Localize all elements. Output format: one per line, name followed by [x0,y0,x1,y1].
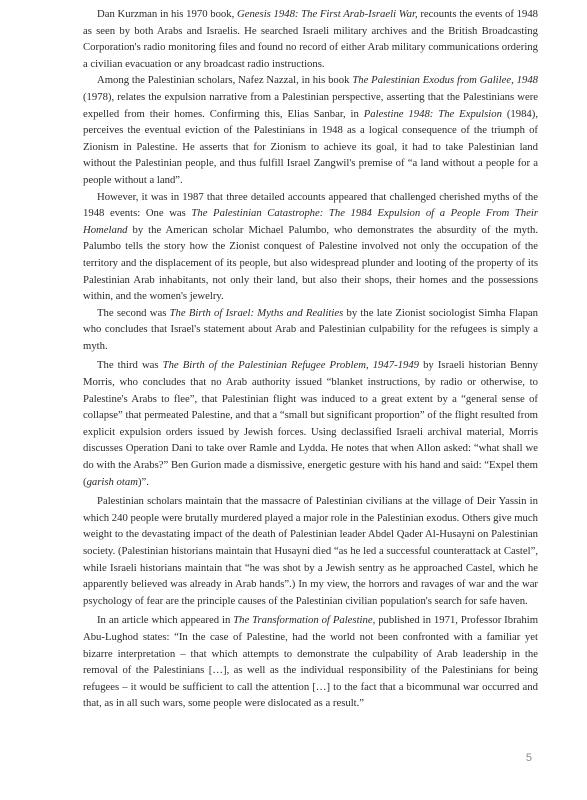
page-number: 5 [525,752,532,764]
paragraph-nazzal-sanbar [83,72,538,188]
book-title: The Birth of the Palestinian Refugee Problem, 1947-1949 [162,359,420,372]
book-title: The Palestinian Exodus from Galilee, 1948 [352,74,539,87]
text-segment: by Israeli historian Benny Morris, who concludes that no Arab authority issued “blanket instructions, by radio or otherwise, to Palestine's Arabs to flee”, that Palestinian flight was induced to a great extent by a “general sense of collapse” that permeated Palestine, and that a “small but significant proportion” of the flight resulted from explicit expulsion orders issued by Jewish forces. Using declassified Israeli archival material, Morris discusses Operation Dani to take over Ramle and Lydda. He notes that when Allon asked: “what shall we do with the Arabs?” Ben Gurion made a dismissive, energetic gesture with his hand and said: “Expel them ( [83,359,538,488]
text-segment: published in 1971, Professor Ibrahim Abu-Lughod states: “In the case of Palestine, had the world not been confronted with a familiar yet bizarre interpretation – that which attempts to demonstrate the culpability of Arab leadership in the removal of the Palestinians […], as well as the individual responsibility of the Palestinians for being refugees – it would be sufficient to call the attention […] to the fact that a bicommunal war occurred and that, as in all such wars, some people were dislocated as a result.” [83,614,539,710]
text-segment: by the late Zionist sociologist Simha Flapan who concludes that Israel's statement about Arab and Palestinian culpability for the refugees is simply a myth. [83,306,539,352]
paragraph-kurzman [83,6,538,72]
text-segment: However, it was in 1987 that three detailed accounts appeared that challenged cherished myths of the 1948 events: One was [83,190,538,220]
text-segment: The second was [97,306,170,319]
book-title: The Birth of Israel: Myths and Realities [169,306,344,319]
book-title: The Palestinian Catastrophe: The 1984 Expulsion of a People From Their Homeland [83,207,538,236]
text-segment: (1984), perceives the eventual eviction of the Palestinians in 1948 as a logical consequence of the triumph of Zionism in Palestine. He asserts that for Zionism to achieve its goal, it had to take Palestinian land without the Palestinian people, and thus fulfill Israel Zangwil's premise of “a land without a people for a people without a land”. [83,107,538,186]
book-title: Palestine 1948: The Expulsion [363,107,502,120]
paragraph-morris [83,357,538,490]
text-segment: )”. [137,475,149,488]
text-segment: Palestinian scholars maintain that the massacre of Palestinian civilians at the village of Deir Yassin in which 240 people were brutally murdered played a major role in the Palestinian exodus. Others give much weight to the devastating impact of the death of Palestinian leader Abdel Qader Al-Husayni on Palestinian society. (Palestinian historians maintain that Husayni died “as he led a successful counterattack at Castel”, while Israeli historians maintain that “he was shot by a Jewish sentry as he approached Castel, which he apparently believed was already in Arab hands”.) In my view, the horrors and ravages of war and the war psychology of fear are the principle causes of the Palestinian civilian population's search for safe haven. [83,495,538,607]
book-title: The Transformation of Palestine, [233,614,376,627]
paragraph-flapan [83,305,538,355]
paragraph-palumbo [83,189,538,305]
book-title: Genesis 1948: The First Arab-Israeli War, [237,8,418,20]
page-body [83,6,538,712]
paragraph-deir-yassin [83,493,538,609]
text-segment: by the American scholar Michael Palumbo, who demonstrates the absurdity of the myth. Palumbo tells the story how the Zionist conquest of Palestine involved not only the occupation of the territory and the displacement of its people, but also widespread plunder and looting of the property of its Palestinian Arab inhabitants, not only their land, but also their shops, their homes and the possessions within, and the women's jewelry. [83,223,538,303]
text-segment: In an article which appeared in [97,614,234,627]
text-segment: Dan Kurzman in his 1970 book, [97,8,237,20]
paragraph-abu-lughod [83,612,538,712]
text-segment: recounts the events of 1948 as seen by both Arabs and Israelis. He searched Israeli military archives and the British Broadcasting Corporation's radio monitoring files and found no record of either Arab military communications ordering a civilian evacuation or any broadcast radio instructions. [83,8,539,70]
hebrew-phrase: garish otam [86,475,138,488]
text-segment: (1978), relates the expulsion narrative from a Palestinian perspective, asserting that the Palestinians were expelled from their homes. Confirming this, Elias Sanbar, in [83,90,538,120]
text-segment: The third was [97,359,163,372]
text-segment: Among the Palestinian scholars, Nafez Nazzal, in his book [97,74,353,87]
